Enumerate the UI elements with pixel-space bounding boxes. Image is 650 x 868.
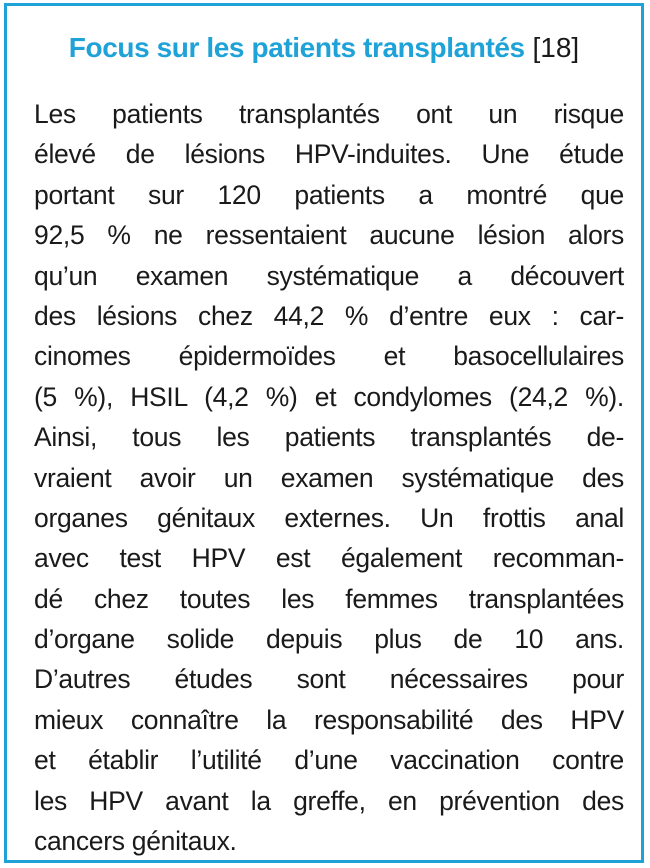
body-line: les HPV avant la greffe, en prévention des <box>34 785 624 816</box>
body-line: D’autres études sont nécessaires pour <box>34 664 624 695</box>
body-line: vraient avoir un examen systématique des <box>34 462 624 493</box>
body-line: Ainsi, tous les patients transplantés de- <box>34 422 624 453</box>
focus-box <box>4 3 644 863</box>
box-reference: [18] <box>532 32 580 63</box>
body-line: des lésions chez 44,2 % d’entre eux : car- <box>34 300 624 331</box>
body-line: cancers génitaux. <box>34 826 237 857</box>
body-line: cinomes épidermoïdes et basocellulaires <box>34 341 624 372</box>
box-body <box>34 94 624 861</box>
box-title: Focus sur les patients transplantés <box>68 32 525 63</box>
body-line: dé chez toutes les femmes transplantées <box>34 583 624 614</box>
body-line: portant sur 120 patients a montré que <box>34 179 624 210</box>
body-line: avec test HPV est également recomman- <box>34 543 624 574</box>
body-line: (5 %), HSIL (4,2 %) et condylomes (24,2 %). <box>34 381 624 412</box>
body-line: et établir l’utilité d’une vaccination contre <box>34 745 624 776</box>
body-line: mieux connaître la responsabilité des HPV <box>34 704 624 735</box>
box-header <box>7 30 641 66</box>
body-line: élevé de lésions HPV-induites. Une étude <box>34 139 624 170</box>
body-line: qu’un examen systématique a découvert <box>34 260 624 291</box>
body-line: 92,5 % ne ressentaient aucune lésion alors <box>34 220 624 251</box>
body-line: d’organe solide depuis plus de 10 ans. <box>34 624 624 655</box>
body-line: Les patients transplantés ont un risque <box>34 99 624 129</box>
body-line: organes génitaux externes. Un frottis anal <box>34 502 624 533</box>
